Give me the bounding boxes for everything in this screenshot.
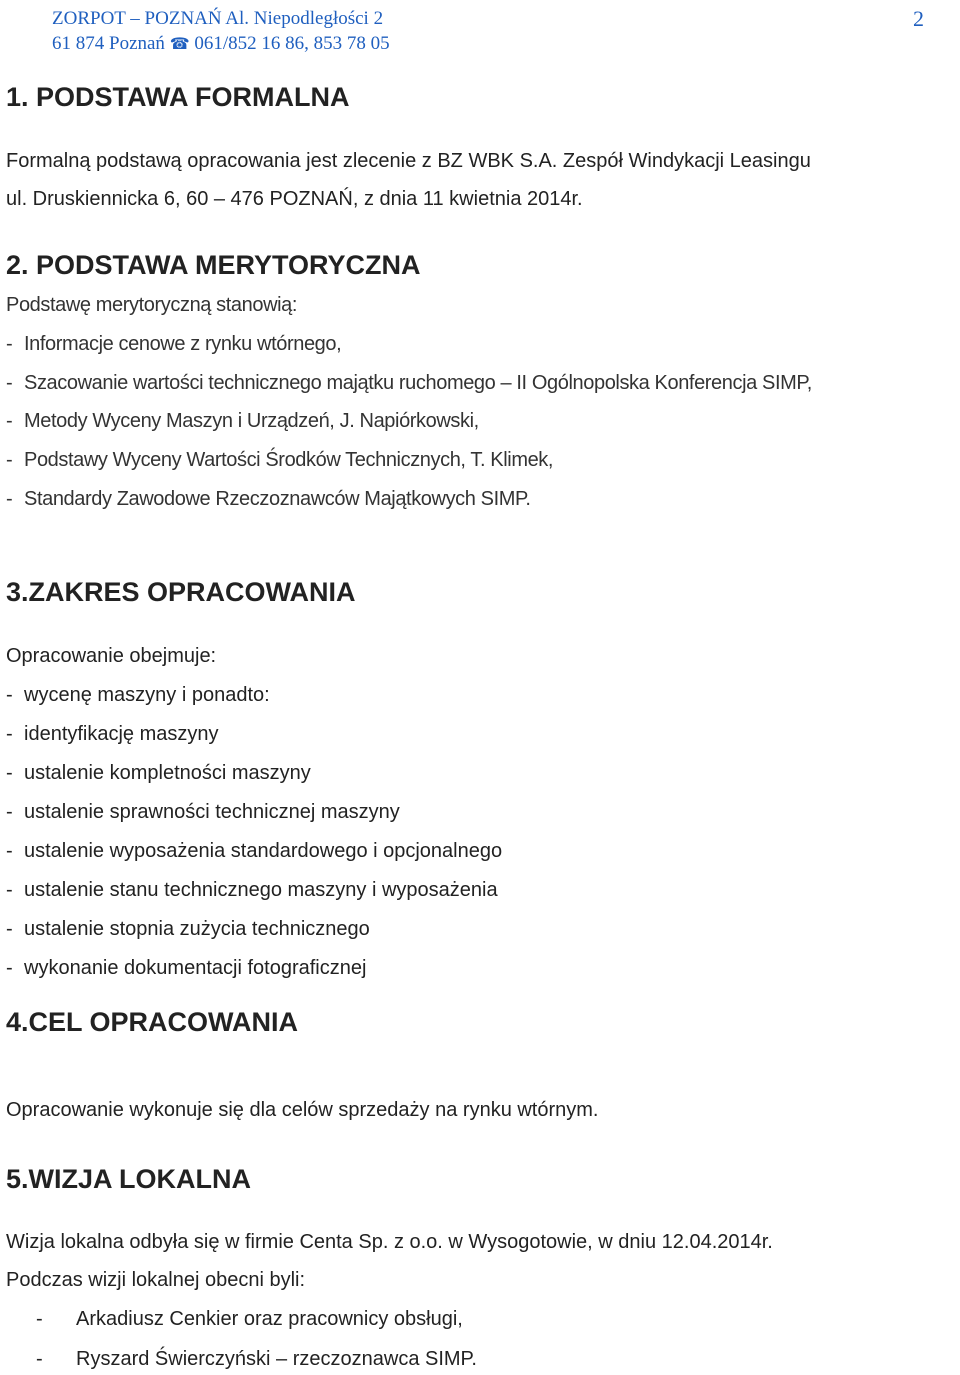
list-item: - Arkadiusz Cenkier oraz pracownicy obsługi, — [6, 1308, 463, 1331]
bullet-dash: - — [6, 410, 13, 432]
page-number: 2 — [913, 6, 924, 31]
list-item: - ustalenie stopnia zużycia technicznego — [6, 918, 370, 940]
bullet-dash: - — [6, 918, 13, 940]
header-address-line: ZORPOT – POZNAŃ Al. Niepodległości 2 — [52, 8, 384, 29]
document-header — [52, 6, 390, 57]
phone-icon: ☎ — [169, 36, 190, 53]
bullet-dash: - — [6, 333, 13, 355]
section-4-heading: 4.CEL OPRACOWANIA — [6, 1007, 299, 1037]
list-item: - wycenę maszyny i ponadto: — [6, 684, 270, 706]
section-3-heading: 3.ZAKRES OPRACOWANIA — [6, 577, 356, 607]
list-item: - Podstawy Wyceny Wartości Środków Technicznych, T. Klimek, — [6, 449, 554, 471]
list-item: - wykonanie dokumentacji fotograficznej — [6, 957, 367, 979]
header-contact-line — [52, 31, 390, 57]
bullet-dash: - — [6, 840, 13, 862]
list-item: - ustalenie stanu technicznego maszyny i wyposażenia — [6, 879, 498, 901]
bullet-dash: - — [6, 449, 13, 471]
bullet-dash: - — [6, 957, 13, 979]
list-item: - Szacowanie wartości technicznego majątku ruchomego – II Ogólnopolska Konferencja SIMP, — [6, 372, 812, 394]
list-item: - Standardy Zawodowe Rzeczoznawców Majątkowych SIMP. — [6, 488, 531, 510]
section-5-heading: 5.WIZJA LOKALNA — [6, 1164, 251, 1194]
list-item: - ustalenie sprawności technicznej maszyny — [6, 801, 400, 823]
section-2-heading: 2. PODSTAWA MERYTORYCZNA — [6, 250, 421, 280]
list-item: - Ryszard Świerczyński – rzeczoznawca SIMP. — [6, 1348, 477, 1371]
section-5-text-line-2: Podczas wizji lokalnej obecni byli: — [6, 1269, 306, 1291]
list-item: - Metody Wyceny Maszyn i Urządzeń, J. Napiórkowski, — [6, 410, 479, 432]
bullet-dash: - — [6, 879, 13, 901]
section-1-text-line-1: Formalną podstawą opracowania jest zlecenie z BZ WBK S.A. Zespół Windykacji Leasingu — [6, 150, 811, 172]
section-4-text: Opracowanie wykonuje się dla celów sprzedaży na rynku wtórnym. — [6, 1099, 599, 1121]
bullet-dash: - — [36, 1308, 43, 1330]
header-phone-numbers: 061/852 16 86, 853 78 05 — [194, 33, 390, 54]
section-1-heading: 1. PODSTAWA FORMALNA — [6, 82, 350, 112]
bullet-dash: - — [36, 1348, 43, 1370]
list-item: - identyfikację maszyny — [6, 723, 219, 745]
section-5-text-line-1: Wizja lokalna odbyła się w firmie Centa Sp. z o.o. w Wysogotowie, w dniu 12.04.2014r. — [6, 1231, 773, 1253]
header-city: 61 874 Poznań — [52, 33, 165, 54]
section-3-intro: Opracowanie obejmuje: — [6, 645, 217, 667]
list-item: - ustalenie wyposażenia standardowego i opcjonalnego — [6, 840, 503, 862]
bullet-dash: - — [6, 762, 13, 784]
bullet-dash: - — [6, 372, 13, 394]
section-1-text-line-2: ul. Druskiennicka 6, 60 – 476 POZNAŃ, z dnia 11 kwietnia 2014r. — [6, 188, 583, 210]
section-2-intro: Podstawę merytoryczną stanowią: — [6, 294, 298, 316]
bullet-dash: - — [6, 723, 13, 745]
bullet-dash: - — [6, 801, 13, 823]
list-item: - Informacje cenowe z rynku wtórnego, — [6, 333, 342, 355]
bullet-dash: - — [6, 488, 13, 510]
list-item: - ustalenie kompletności maszyny — [6, 762, 311, 784]
bullet-dash: - — [6, 684, 13, 706]
